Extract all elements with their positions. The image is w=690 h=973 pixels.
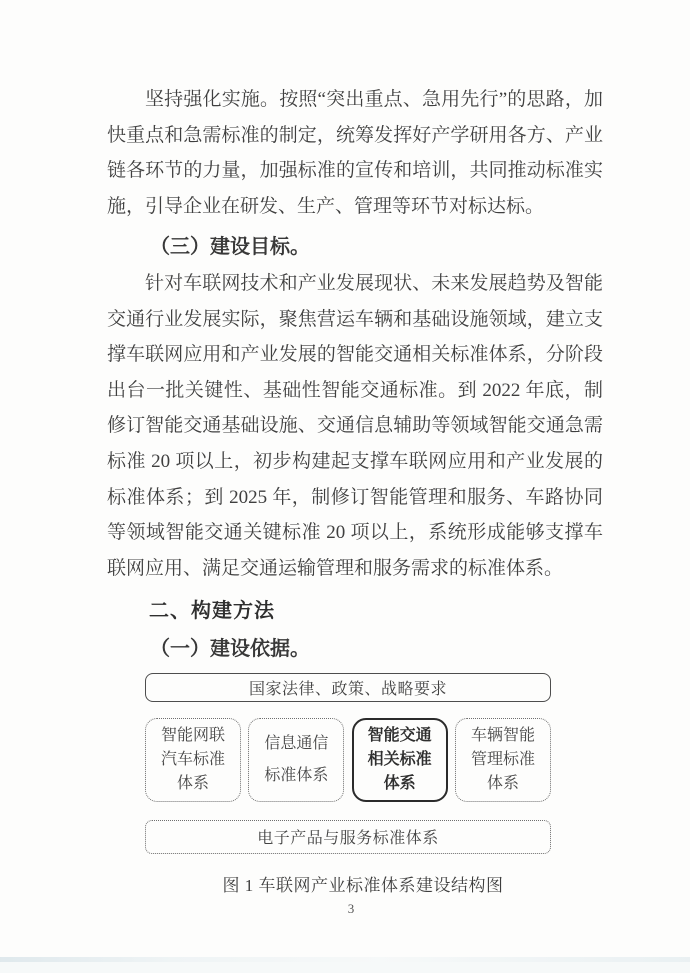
figure-caption: 图 1 车联网产业标准体系建设结构图 bbox=[222, 875, 504, 895]
heading-construction-goal: （三）建设目标。 bbox=[150, 236, 310, 259]
figure-box-vehicle-intelligent-management-standards bbox=[455, 718, 551, 802]
pillar-line: 体系 bbox=[383, 774, 416, 792]
pillar-line: 相关标准 bbox=[367, 750, 432, 768]
pillar-line: 体系 bbox=[486, 774, 519, 792]
pillar-line: 汽车标准 bbox=[160, 750, 225, 768]
pillar-line: 智能交通 bbox=[367, 726, 432, 744]
pillar-line: 智能网联 bbox=[160, 726, 225, 744]
figure-box-information-communication-standards bbox=[248, 718, 344, 802]
paragraph-implementation: 坚持强化实施。按照“突出重点、急用先行”的思路，加快重点和急需标准的制定，统筹发挥好产学研用各方、产业链各环节的力量，加强标准的宣传和培训，共同推动标准实施，引导企业在研发、生产、管理等环节对标达标。 bbox=[107, 89, 603, 217]
pillar-line: 车辆智能 bbox=[470, 726, 535, 744]
heading-construction-method: 二、构建方法 bbox=[149, 600, 275, 623]
figure-standards-system-diagram bbox=[145, 673, 551, 854]
paragraph-construction-goal: 针对车联网技术和产业发展现状、未来发展趋势及智能交通行业发展实际，聚焦营运车辆和基础设施领域，建立支撑车联网应用和产业发展的智能交通相关标准体系，分阶段出台一批关键性、基础性智能交通标准。到 2022 年底，制修订智能交通基础设施、交通信息辅助等领域智能交通急需标准 20 项以上，初步构建起支撑车联网应用和产业发展的标准体系；到 2025 年，制修订智能管理和服务、车路协同等领域智能交通关键标准 20 项以上，系统形成能够支撑车联网应用、满足交通运输管理和服务需求的标准体系。 bbox=[107, 272, 603, 579]
page-content bbox=[107, 82, 603, 896]
heading-construction-basis: （一）建设依据。 bbox=[150, 637, 310, 660]
scan-edge-artifact-lower bbox=[0, 962, 690, 973]
figure-box-electronic-products-services-standards: 电子产品与服务标准体系 bbox=[145, 820, 551, 854]
pillar-line: 管理标准 bbox=[470, 750, 535, 768]
pillar-line: 标准体系 bbox=[264, 766, 329, 784]
figure-box-intelligent-transport-related-standards bbox=[352, 718, 448, 802]
figure-pillar-row bbox=[145, 718, 551, 802]
pillar-line: 体系 bbox=[176, 774, 209, 792]
pillar-line: 信息通信 bbox=[264, 734, 329, 752]
figure-box-intelligent-connected-vehicle-standards bbox=[145, 718, 241, 802]
page-number: 3 bbox=[347, 901, 355, 916]
figure-box-national-requirements: 国家法律、政策、战略要求 bbox=[145, 673, 551, 702]
